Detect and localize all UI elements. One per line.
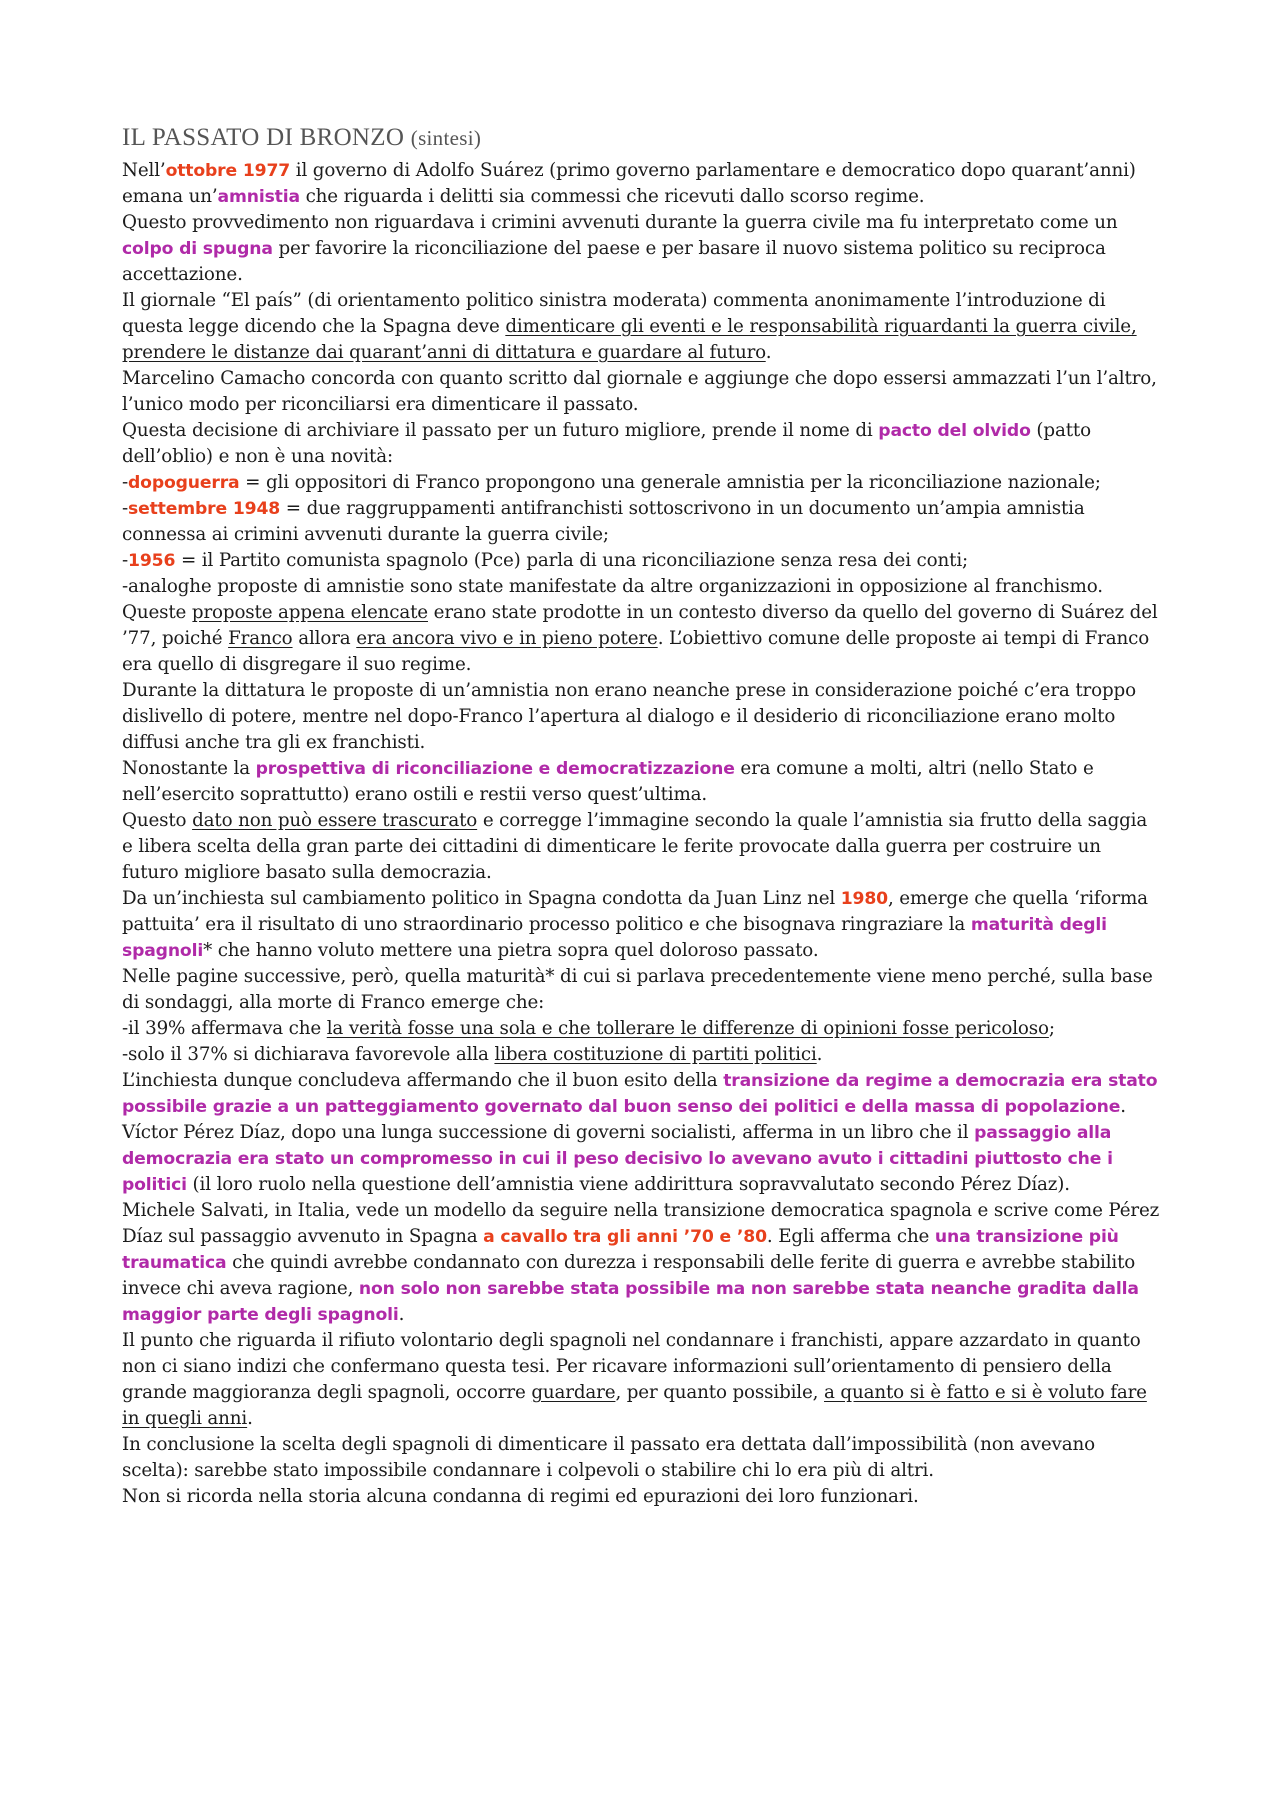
paragraph (122, 418, 1162, 470)
text-run: (il loro ruolo nella questione dell’amnistia viene addirittura sopravvalutato secondo Pérez Díaz). (186, 1174, 1070, 1195)
paragraph (122, 1328, 1162, 1432)
text-run: il governo di Adolfo Suárez (primo governo parlamentare e democratico dopo quarant’anni) emana un’ (122, 160, 1136, 207)
text-run: ; (1048, 1018, 1055, 1039)
paragraph (122, 366, 1162, 418)
text-run: Nell’ (122, 160, 166, 181)
paragraph (122, 1198, 1162, 1328)
text-run: - (122, 550, 129, 571)
highlight-magenta: amnistia (217, 187, 300, 207)
highlight-magenta: non solo non sarebbe stata possibile ma non sarebbe stata neanche gradita dalla maggior parte degli spagnoli (122, 1279, 1139, 1325)
text-run: allora (292, 628, 357, 649)
underlined-text: la verità fosse una sola e che tollerare le differenze di opinioni fosse pericoloso (326, 1018, 1049, 1039)
text-run: erano state prodotte in un contesto diverso da quello del governo di Suárez del ’77, poiché (122, 602, 1158, 649)
text-run: = due raggruppamenti antifranchisti sottoscrivono in un documento un’ampia amnistia connessa ai crimini avvenuti durante la guerra civile; (122, 498, 1085, 545)
paragraph (122, 470, 1162, 496)
text-run: * che hanno voluto mettere una pietra sopra quel doloroso passato. (203, 940, 819, 961)
paragraph (122, 600, 1162, 678)
highlight-magenta: una transizione più traumatica (122, 1227, 1119, 1273)
highlight-magenta: colpo di spugna (122, 239, 273, 259)
text-run: per favorire la riconciliazione del paese e per basare il nuovo sistema politico su reciproca accettazione. (122, 238, 1106, 285)
paragraph (122, 1120, 1162, 1198)
text-run: -il 39% affermava che (122, 1018, 327, 1039)
highlight-red: a cavallo tra gli anni ’70 e ’80 (483, 1227, 767, 1247)
paragraph (122, 1016, 1162, 1042)
text-run: Questo (122, 810, 193, 831)
highlight-magenta: pacto del olvido (878, 421, 1031, 441)
paragraph (122, 1484, 1162, 1510)
text-run: Non si ricorda nella storia alcuna condanna di regimi ed epurazioni dei loro funzionari. (122, 1486, 919, 1507)
paragraph (122, 886, 1162, 964)
highlight-magenta: transizione da regime a democrazia era stato possibile grazie a un patteggiamento governato dal buon senso dei politici e della massa di popolazione (122, 1071, 1158, 1117)
title-sub: (sintesi) (410, 126, 482, 150)
paragraph (122, 756, 1162, 808)
underlined-text: libera costituzione di partiti politici (494, 1044, 817, 1065)
underlined-text: a quanto si è fatto e si è voluto fare in quegli anni (122, 1382, 1147, 1429)
highlight-red: 1980 (840, 889, 888, 909)
underlined-text: Franco (228, 628, 293, 649)
text-run: = gli oppositori di Franco propongono una generale amnistia per la riconciliazione nazionale; (239, 472, 1101, 493)
text-run: . (816, 1044, 823, 1065)
underlined-text: dimenticare gli eventi e le responsabilità riguardanti la guerra civile, prendere le distanze dai quarant’anni di dittatura e guardare al futuro (122, 316, 1137, 363)
highlight-red: ottobre 1977 (165, 161, 291, 181)
text-run: Nelle pagine successive, però, quella maturità* di cui si parlava precedentemente viene meno perché, sulla base di sondaggi, alla morte di Franco emerge che: (122, 966, 1153, 1013)
text-run: Queste (122, 602, 192, 623)
paragraph (122, 1432, 1162, 1484)
document-title (122, 124, 1162, 152)
document-page (122, 124, 1162, 1510)
text-run: Questo provvedimento non riguardava i crimini avvenuti durante la guerra civile ma fu interpretato come un (122, 212, 1118, 233)
text-run: . (765, 342, 772, 363)
text-run: Questa decisione di archiviare il passato per un futuro migliore, prende il nome di (122, 420, 879, 441)
text-run: = il Partito comunista spagnolo (Pce) parla di una riconciliazione senza resa dei conti; (175, 550, 969, 571)
paragraph (122, 496, 1162, 548)
paragraph (122, 678, 1162, 756)
paragraph (122, 548, 1162, 574)
text-run: L’inchiesta dunque concludeva affermando che il buon esito della (122, 1070, 724, 1091)
title-main: IL PASSATO DI BRONZO (122, 124, 405, 151)
text-run: - (122, 498, 129, 519)
paragraph (122, 1042, 1162, 1068)
highlight-red: dopoguerra (128, 473, 240, 493)
text-run: Il punto che riguarda il rifiuto volontario degli spagnoli nel condannare i franchisti, appare azzardato in quanto non ci siano indizi che confermano questa tesi. Per ricavare informazioni sull’orientamento di pensiero della grande maggioranza degli spagnoli, occorre (122, 1330, 1141, 1403)
underlined-text: guardare (531, 1382, 616, 1403)
text-run: Da un’inchiesta sul cambiamento politico in Spagna condotta da Juan Linz nel (122, 888, 841, 909)
highlight-magenta: prospettiva di riconciliazione e democratizzazione (255, 759, 735, 779)
text-run: . (1120, 1096, 1126, 1117)
text-run: che quindi avrebbe condannato con durezza i responsabili delle ferite di guerra e avrebbe stabilito invece chi aveva ragione, (122, 1252, 1136, 1299)
paragraph (122, 210, 1162, 288)
highlight-red: 1956 (128, 551, 176, 571)
underlined-text: era ancora vivo e in pieno potere (356, 628, 658, 649)
paragraph (122, 964, 1162, 1016)
paragraph (122, 808, 1162, 886)
highlight-red: settembre 1948 (128, 499, 281, 519)
text-run: . Egli afferma che (766, 1226, 935, 1247)
paragraph (122, 1068, 1162, 1120)
paragraph (122, 288, 1162, 366)
text-run: . (247, 1408, 253, 1429)
text-run: Marcelino Camacho concorda con quanto scritto dal giornale e aggiunge che dopo essersi ammazzati l’un l’altro, l’unico modo per riconciliarsi era dimenticare il passato. (122, 368, 1157, 415)
text-run: -analoghe proposte di amnistie sono state manifestate da altre organizzazioni in opposizione al franchismo. (122, 576, 1103, 597)
document-body (122, 158, 1162, 1510)
text-run: In conclusione la scelta degli spagnoli di dimenticare il passato era dettata dall’impossibilità (non avevano scelta): sarebbe stato impossibile condannare i colpevoli o stabilire chi lo era più di altri. (122, 1434, 1095, 1481)
paragraph (122, 158, 1162, 210)
text-run: (patto dell’oblio) e non è una novità: (122, 420, 1091, 467)
text-run: Nonostante la (122, 758, 256, 779)
text-run: Durante la dittatura le proposte di un’amnistia non erano neanche prese in considerazione poiché c’era troppo dislivello di potere, mentre nel dopo-Franco l’apertura al dialogo e il desiderio di riconciliazione erano molto diffusi anche tra gli ex franchisti. (122, 680, 1136, 753)
underlined-text: proposte appena elencate (191, 602, 428, 623)
text-run: , per quanto possibile, (615, 1382, 825, 1403)
text-run: Víctor Pérez Díaz, dopo una lunga successione di governi socialisti, afferma in un libro che il (122, 1122, 975, 1143)
text-run: Il giornale “El país” (di orientamento politico sinistra moderata) commenta anonimamente l’introduzione di questa legge dicendo che la Spagna deve (122, 290, 1106, 337)
highlight-magenta: maturità degli spagnoli (122, 915, 1107, 961)
text-run: . (398, 1304, 405, 1325)
highlight-magenta: passaggio alla democrazia era stato un compromesso in cui il peso decisivo lo avevano avuto i cittadini piuttosto che i politici (122, 1123, 1113, 1195)
paragraph (122, 574, 1162, 600)
text-run: - (122, 472, 129, 493)
text-run: , emerge che quella ‘riforma pattuita’ era il risultato di uno straordinario processo politico e che bisognava ringraziare la (122, 888, 1148, 935)
text-run: che riguarda i delitti sia commessi che ricevuti dallo scorso regime. (299, 186, 925, 207)
text-run: e corregge l’immagine secondo la quale l’amnistia sia frutto della saggia e libera scelta della gran parte dei cittadini di dimenticare le ferite provocate dalla guerra per costruire un futuro migliore basato sulla democrazia. (122, 810, 1148, 883)
underlined-text: dato non può essere trascurato (192, 810, 478, 831)
text-run: Michele Salvati, in Italia, vede un modello da seguire nella transizione democratica spagnola e scrive come Pérez Díaz sul passaggio avvenuto in Spagna (122, 1200, 1160, 1247)
text-run: . L’obiettivo comune delle proposte ai tempi di Franco era quello di disgregare il suo regime. (122, 628, 1150, 675)
text-run: -solo il 37% si dichiarava favorevole alla (122, 1044, 495, 1065)
text-run: era comune a molti, altri (nello Stato e nell’esercito soprattutto) erano ostili e restii verso quest’ultima. (122, 758, 1094, 805)
